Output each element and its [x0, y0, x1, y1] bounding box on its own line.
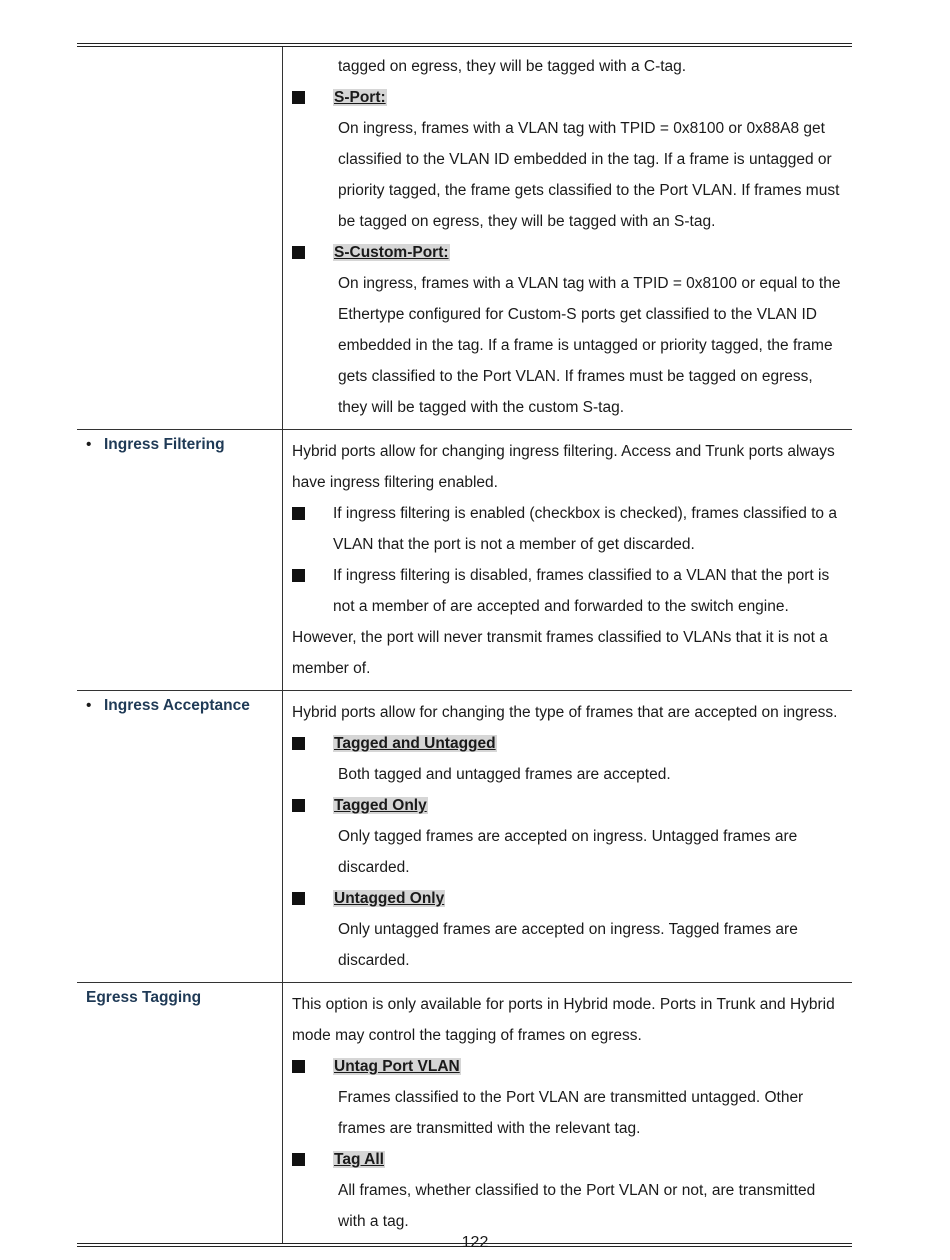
intro-text: Hybrid ports allow for changing the type of frames that are accepted on ingress. — [292, 704, 838, 721]
option-description: Only untagged frames are accepted on ingress. Tagged frames are discarded. — [338, 921, 798, 969]
parameter-cell — [77, 691, 283, 982]
parameter-table — [77, 43, 852, 1247]
parameter-cell — [77, 983, 283, 1243]
list-item — [292, 883, 846, 914]
option-heading: Tagged and Untagged — [334, 735, 496, 752]
parameter-name: Ingress Acceptance — [104, 697, 250, 714]
bullet-icon: • — [86, 436, 92, 453]
list-item — [292, 1144, 846, 1175]
square-bullet-icon — [292, 1144, 333, 1175]
option-description: On ingress, frames with a VLAN tag with TPID = 0x8100 or 0x88A8 get classified to the VLAN ID embedded in the tag. If a frame is untagged or priority tagged, the frame gets classified to the Port VLAN. If frames must be tagged on egress, they will be tagged with an S-tag. — [338, 120, 840, 230]
option-heading: S-Custom-Port: — [334, 244, 449, 261]
list-item — [292, 728, 846, 759]
option-description: All frames, whether classified to the Port VLAN or not, are transmitted with a tag. — [338, 1182, 816, 1230]
description-cell — [283, 430, 852, 690]
square-bullet-icon — [292, 560, 333, 622]
description-cell — [283, 691, 852, 982]
parameter-name: Egress Tagging — [86, 989, 202, 1006]
parameter-name: Ingress Filtering — [104, 436, 225, 453]
table-row — [77, 983, 852, 1243]
table-row — [77, 47, 852, 430]
option-description: Only tagged frames are accepted on ingress. Untagged frames are discarded. — [338, 828, 798, 876]
parameter-cell — [77, 47, 283, 429]
option-heading: Untag Port VLAN — [334, 1058, 460, 1075]
list-item — [292, 790, 846, 821]
option-description: On ingress, frames with a VLAN tag with a TPID = 0x8100 or equal to the Ethertype configured for Custom-S ports get classified to the VLAN ID embedded in the tag. If a frame is untagged or priority tagged, the frame gets classified to the Port VLAN. If frames must be tagged on egress, they will be tagged with the custom S-tag. — [338, 275, 841, 416]
square-bullet-icon — [292, 498, 333, 560]
square-bullet-icon — [292, 1051, 333, 1082]
option-description: Both tagged and untagged frames are accepted. — [338, 766, 671, 783]
option-heading: Tag All — [334, 1151, 384, 1168]
table-row — [77, 430, 852, 691]
square-bullet-icon — [292, 883, 333, 914]
continued-text: tagged on egress, they will be tagged with a C-tag. — [338, 58, 687, 75]
bullet-text: If ingress filtering is disabled, frames classified to a VLAN that the port is not a member of are accepted and forwarded to the switch engine. — [333, 567, 830, 615]
bullet-icon: • — [86, 697, 92, 714]
list-item — [292, 498, 846, 560]
square-bullet-icon — [292, 82, 333, 113]
table-row — [77, 691, 852, 983]
list-item — [292, 560, 846, 622]
outro-text: However, the port will never transmit frames classified to VLANs that it is not a member of. — [292, 629, 828, 677]
list-item — [292, 237, 846, 268]
option-description: Frames classified to the Port VLAN are transmitted untagged. Other frames are transmitted with the relevant tag. — [338, 1089, 804, 1137]
page-number: 122 — [461, 1234, 489, 1251]
list-item — [292, 82, 846, 113]
description-cell — [283, 47, 852, 429]
intro-text: This option is only available for ports in Hybrid mode. Ports in Trunk and Hybrid mode may control the tagging of frames on egress. — [292, 996, 835, 1044]
square-bullet-icon — [292, 728, 333, 759]
option-heading: Untagged Only — [334, 890, 445, 907]
parameter-cell — [77, 430, 283, 690]
option-heading: Tagged Only — [334, 797, 427, 814]
square-bullet-icon — [292, 790, 333, 821]
intro-text: Hybrid ports allow for changing ingress filtering. Access and Trunk ports always have ingress filtering enabled. — [292, 443, 835, 491]
list-item — [292, 1051, 846, 1082]
description-cell — [283, 983, 852, 1243]
bullet-text: If ingress filtering is enabled (checkbox is checked), frames classified to a VLAN that the port is not a member of get discarded. — [333, 505, 837, 553]
option-heading: S-Port: — [334, 89, 386, 106]
square-bullet-icon — [292, 237, 333, 268]
